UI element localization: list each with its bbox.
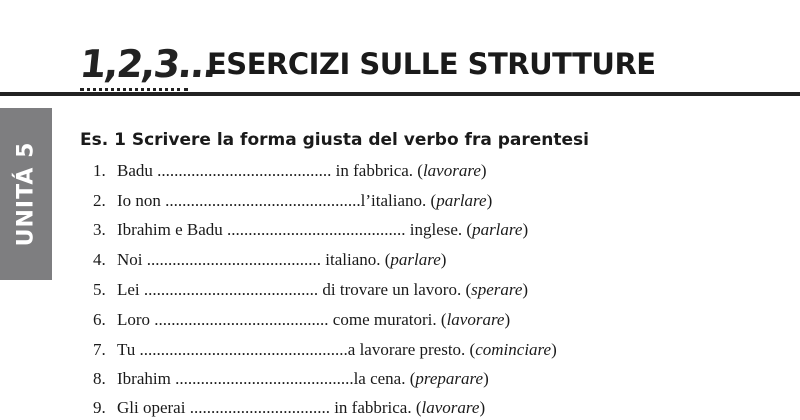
item-text: Ibrahim ..........................................la cena. ( <box>117 369 416 388</box>
exercise-item-6 <box>93 310 510 330</box>
item-close: ) <box>522 220 529 239</box>
item-close: ) <box>483 369 489 388</box>
item-number: 4. <box>93 250 106 269</box>
item-verb: lavorare <box>446 310 505 329</box>
item-verb: cominciare <box>475 340 552 359</box>
item-close: ) <box>504 310 511 329</box>
item-number: 5. <box>93 280 106 299</box>
exercise-item-1 <box>93 161 487 181</box>
item-text: Gli operai ................................. in fabbrica. ( <box>117 398 422 417</box>
page-title: ESERCIZI SULLE STRUTTURE <box>207 47 656 81</box>
item-text: Tu .................................................a lavorare presto. ( <box>117 340 476 359</box>
unit-side-tab-label: UNITÁ 5 <box>13 141 39 247</box>
header-rule <box>0 92 800 96</box>
item-verb: parlare <box>390 250 441 269</box>
item-text: Noi ......................................... italiano. ( <box>117 250 391 269</box>
item-close: ) <box>486 191 493 210</box>
item-number: 3. <box>93 220 106 239</box>
item-close: ) <box>479 398 486 417</box>
item-number: 8. <box>93 369 106 388</box>
exercise-item-8 <box>93 369 489 389</box>
exercise-item-5 <box>93 280 528 300</box>
item-number: 9. <box>93 398 106 417</box>
logo-123: 1,2,3... <box>77 42 218 86</box>
item-text: Io non ..............................................l’italiano. ( <box>117 191 437 210</box>
item-number: 7. <box>93 340 106 359</box>
exercise-item-7 <box>93 340 557 360</box>
exercise-item-2 <box>93 191 492 211</box>
item-close: ) <box>522 280 529 299</box>
item-verb: sperare <box>471 280 523 299</box>
exercise-item-9 <box>93 398 485 418</box>
item-text: Loro ......................................... come muratori. ( <box>117 310 447 329</box>
item-verb: lavorare <box>421 398 480 417</box>
item-text: Lei ......................................... di trovare un lavoro. ( <box>117 280 472 299</box>
item-close: ) <box>480 161 487 180</box>
item-number: 1. <box>93 161 106 180</box>
item-text: Badu ......................................... in fabbrica. ( <box>117 161 423 180</box>
exercise-title: Es. 1 Scrivere la forma giusta del verbo fra parentesi <box>80 130 589 150</box>
item-verb: lavorare <box>422 161 481 180</box>
item-verb: parlare <box>472 220 523 239</box>
item-close: ) <box>551 340 557 359</box>
exercise-item-3 <box>93 220 528 240</box>
item-text: Ibrahim e Badu .......................................... inglese. ( <box>117 220 473 239</box>
item-verb: preparare <box>415 369 484 388</box>
item-close: ) <box>440 250 447 269</box>
logo-dotted-underline <box>80 88 188 91</box>
item-number: 6. <box>93 310 106 329</box>
item-number: 2. <box>93 191 106 210</box>
item-verb: parlare <box>436 191 487 210</box>
exercise-item-4 <box>93 250 446 270</box>
